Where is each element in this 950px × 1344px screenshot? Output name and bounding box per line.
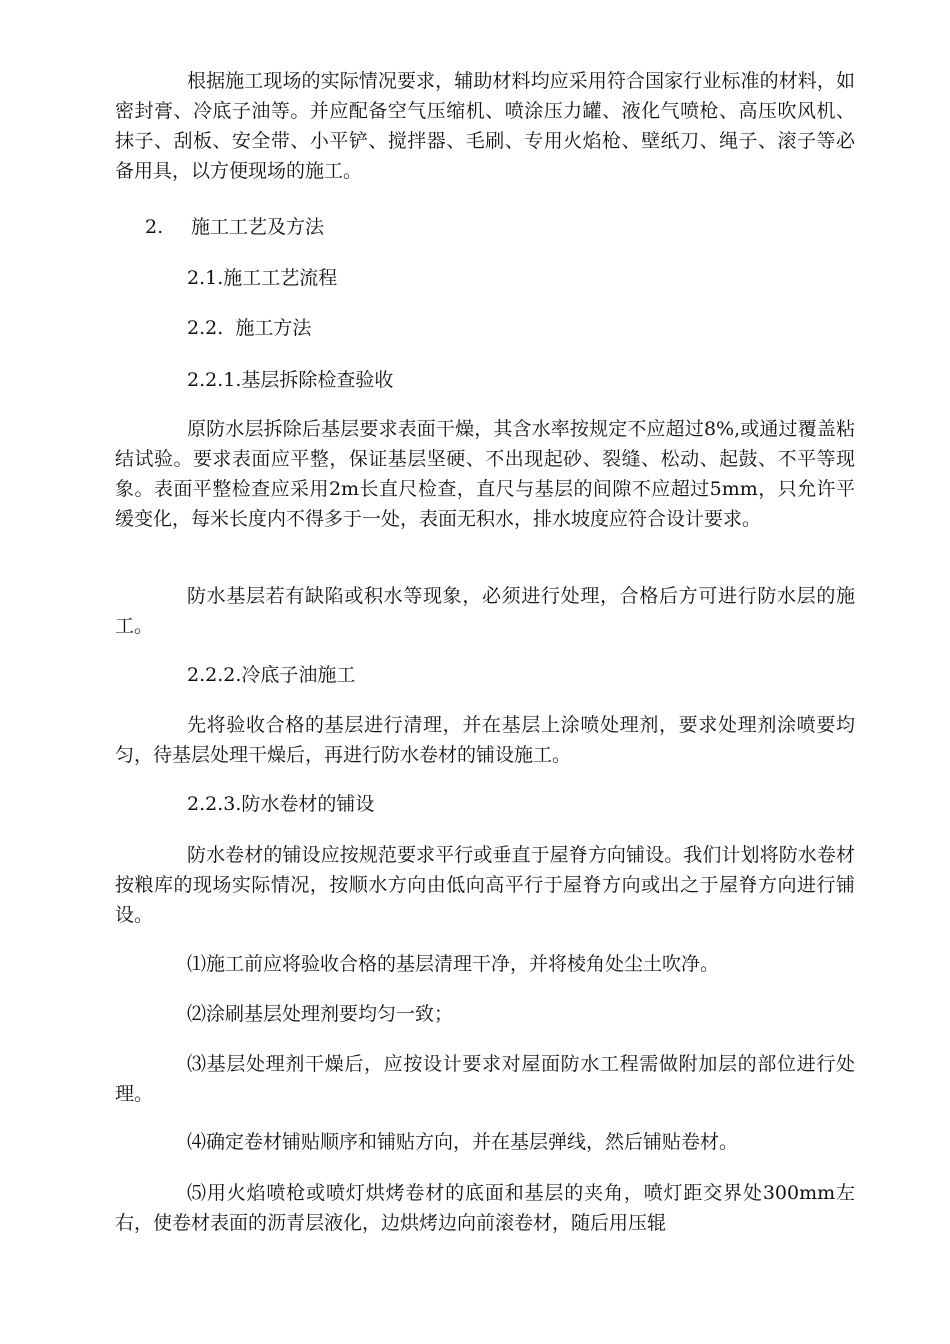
section-2-2-3-heading: 2.2.3.防水卷材的铺设 (187, 793, 375, 815)
section-2-number: 2. (145, 216, 164, 238)
step-5: ⑸用火焰喷枪或喷灯烘烤卷材的底面和基层的夹角，喷灯距交界处300mm左右，使卷材表面的沥青层液化，边烘烤边向前滚卷材，随后用压辊 (115, 1182, 855, 1234)
intro-paragraph: 根据施工现场的实际情况要求，辅助材料均应采用符合国家行业标准的材料，如密封膏、冷底子油等。并应配备空气压缩机、喷涂压力罐、液化气喷枪、高压吹风机、抹子、刮板、安全带、小平铲、搅拌器、毛刷、专用火焰枪、壁纸刀、绳子、滚子等必备用具，以方便现场的施工。 (115, 70, 855, 182)
step-2: ⑵涂刷基层处理剂要均匀一致； (187, 1003, 454, 1025)
section-2-2-heading: 2.2. 施工方法 (187, 317, 312, 339)
section-2-2-2-heading: 2.2.2.冷底子油施工 (187, 664, 356, 686)
section-2-2-2-paragraph: 先将验收合格的基层进行清理，并在基层上涂喷处理剂，要求处理剂涂喷要均匀，待基层处理干燥后，再进行防水卷材的铺设施工。 (115, 714, 855, 766)
section-2-2-1-paragraph-2: 防水基层若有缺陷或积水等现象，必须进行处理，合格后方可进行防水层的施工。 (115, 585, 855, 637)
section-2-2-1-heading: 2.2.1.基层拆除检查验收 (187, 369, 394, 391)
section-2-1-heading: 2.1.施工工艺流程 (187, 267, 338, 289)
step-1: ⑴施工前应将验收合格的基层清理干净，并将棱角处尘土吹净。 (187, 953, 720, 975)
step-3: ⑶基层处理剂干燥后，应按设计要求对屋面防水工程需做附加层的部位进行处理。 (115, 1053, 855, 1105)
section-2-title: 施工工艺及方法 (191, 216, 325, 238)
step-4: ⑷确定卷材铺贴顺序和铺贴方向，并在基层弹线，然后铺贴卷材。 (187, 1131, 739, 1153)
section-2-2-1-paragraph-1: 原防水层拆除后基层要求表面干燥，其含水率按规定不应超过8%,或通过覆盖粘结试验。要求表面应平整，保证基层坚硬、不出现起砂、裂缝、松动、起鼓、不平等现象。表面平整检查应采用2m长直尺检查，直尺与基层的间隙不应超过5mm，只允许平缓变化，每米长度内不得多于一处，表面无积水，排水坡度应符合设计要求。 (115, 418, 855, 530)
section-2-heading (145, 212, 324, 242)
section-2-2-3-paragraph: 防水卷材的铺设应按规范要求平行或垂直于屋脊方向铺设。我们计划将防水卷材按粮库的现场实际情况，按顺水方向由低向高平行于屋脊方向或出之于屋脊方向进行铺设。 (115, 844, 855, 926)
